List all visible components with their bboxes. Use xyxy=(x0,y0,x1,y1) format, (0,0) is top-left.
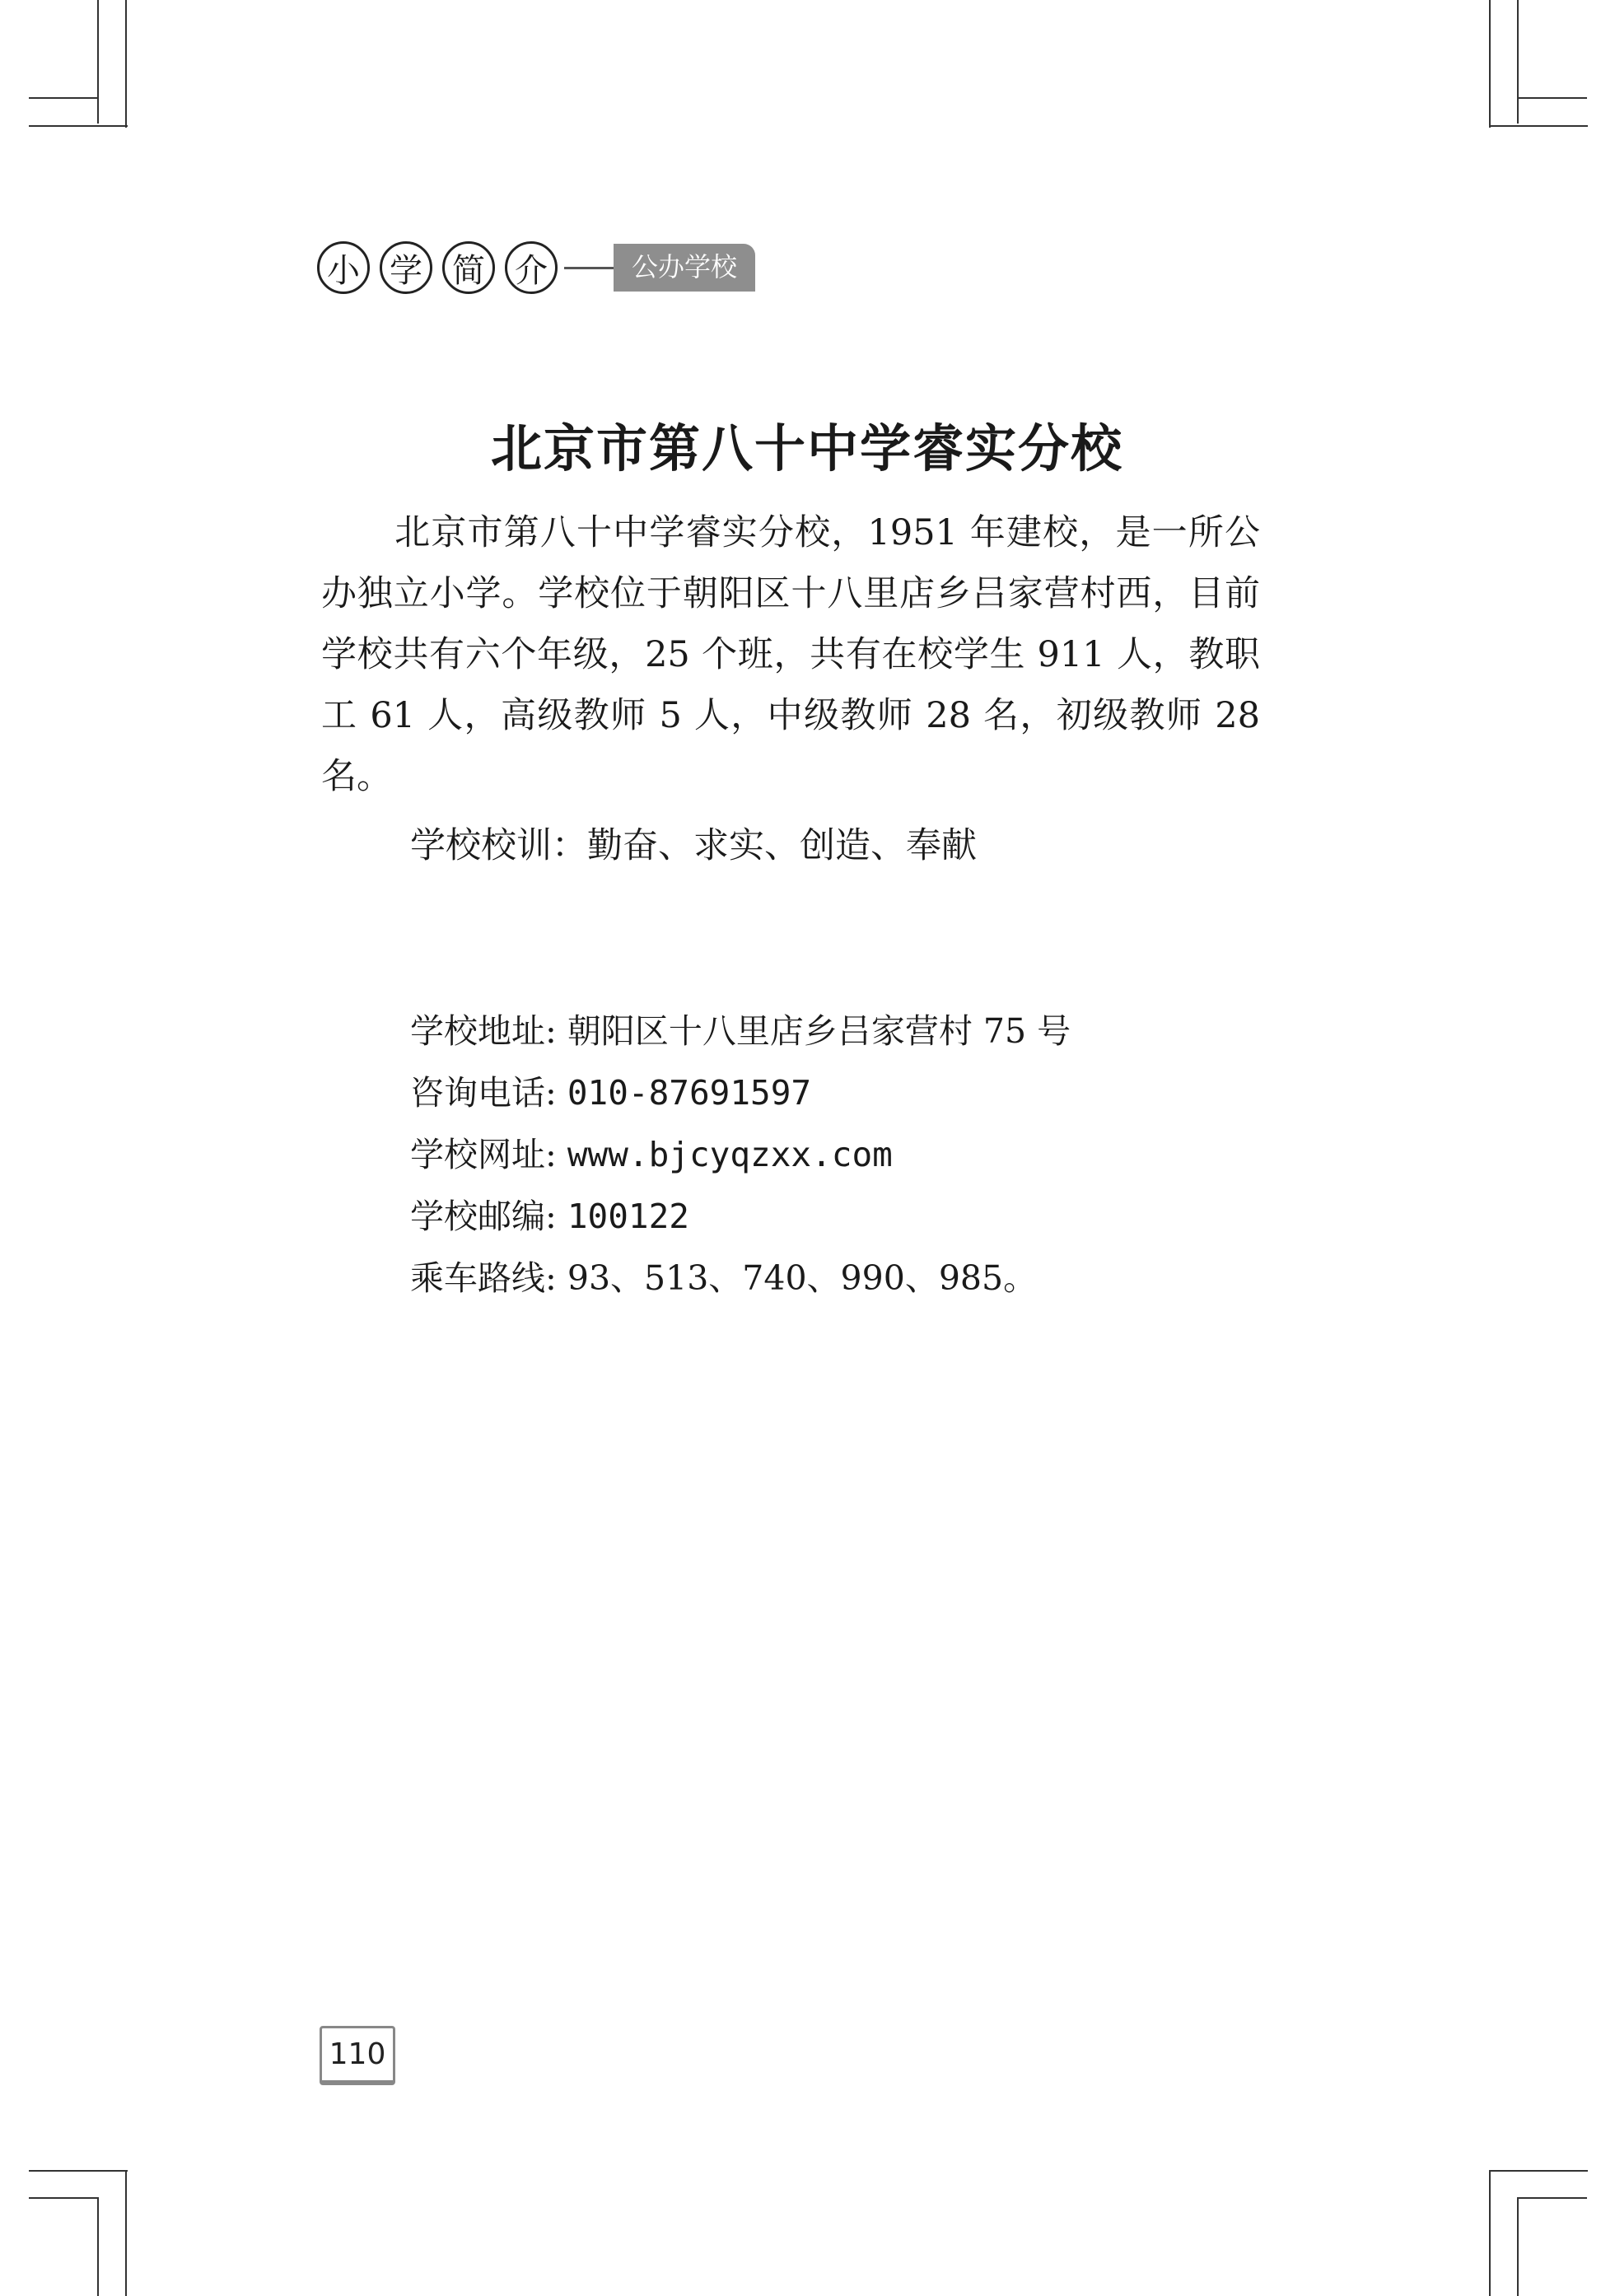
intro-paragraph xyxy=(321,502,1260,807)
section-header xyxy=(317,235,755,301)
category-tag: 公办学校 xyxy=(614,244,755,292)
crop-mark xyxy=(1517,97,1587,99)
crop-mark xyxy=(1517,2197,1587,2199)
info-value: www.bjcyqzxx.com xyxy=(567,1135,893,1174)
header-char: 介 xyxy=(505,241,558,294)
crop-mark xyxy=(1517,0,1519,124)
crop-mark xyxy=(29,125,128,127)
info-value: 100122 xyxy=(567,1197,689,1236)
page-number: 110 xyxy=(320,2026,395,2085)
info-value: 朝阳区十八里店乡吕家营村 75 号 xyxy=(567,1011,1071,1051)
intro-text: 北京市第八十中学睿实分校，1951 年建校，是一所公办独立小学。学校位于朝阳区十八里店乡吕家营村西，目前学校共有六个年级，25 个班，共有在校学生 911 人，教职工 61 人，高级教师 5 人，中级教师 28 名，初级教师 28 名。 xyxy=(321,512,1260,797)
crop-mark xyxy=(1517,2197,1519,2296)
contact-info-list xyxy=(410,1001,1071,1309)
header-char: 简 xyxy=(442,241,495,294)
crop-mark xyxy=(125,2170,127,2296)
info-label: 乘车路线: xyxy=(410,1258,557,1298)
crop-mark xyxy=(29,2170,128,2172)
crop-mark xyxy=(1489,2170,1491,2296)
crop-mark xyxy=(97,0,99,124)
info-label: 学校网址: xyxy=(410,1135,557,1174)
info-bus-routes xyxy=(410,1248,1071,1309)
header-char: 学 xyxy=(380,241,432,294)
info-label: 咨询电话: xyxy=(410,1073,557,1113)
crop-mark xyxy=(29,2197,99,2199)
header-char: 小 xyxy=(317,241,370,294)
info-phone xyxy=(410,1062,1071,1124)
info-website xyxy=(410,1124,1071,1186)
info-value: 93、513、740、990、985。 xyxy=(567,1258,1038,1298)
crop-mark xyxy=(1489,2170,1588,2172)
crop-mark xyxy=(97,2197,99,2296)
crop-mark xyxy=(125,0,127,128)
info-postcode xyxy=(410,1186,1071,1248)
school-motto: 学校校训：勤奋、求实、创造、奉献 xyxy=(410,825,977,866)
info-label: 学校邮编: xyxy=(410,1197,557,1236)
header-divider xyxy=(564,267,614,269)
crop-mark xyxy=(29,97,99,99)
info-label: 学校地址: xyxy=(410,1011,557,1051)
crop-mark xyxy=(1489,0,1491,128)
info-address xyxy=(410,1001,1071,1062)
page-title: 北京市第八十中学睿实分校 xyxy=(490,418,1123,478)
info-value: 010-87691597 xyxy=(567,1073,812,1113)
crop-mark xyxy=(1489,125,1588,127)
